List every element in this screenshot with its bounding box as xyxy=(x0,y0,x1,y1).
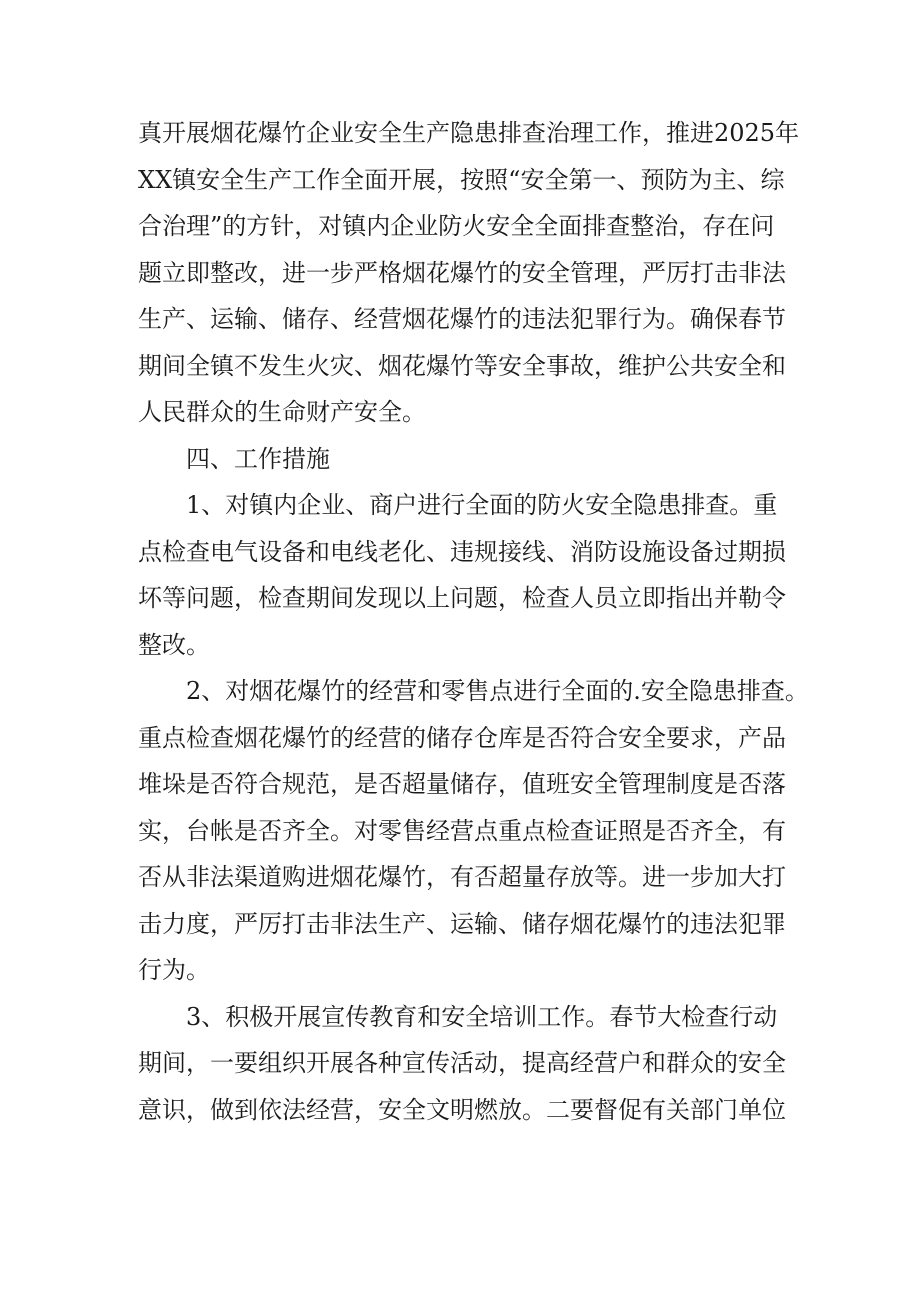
paragraph-line: 坏等问题，检查期间发现以上问题，检查人员立即指出并勒令 xyxy=(138,584,786,612)
paragraph-line: 合治理”的方针，对镇内企业防火安全全面排查整治，存在问 xyxy=(138,212,775,240)
section-heading: 四、工作措施 xyxy=(186,444,330,473)
paragraph-line: 1、对镇内企业、商户进行全面的防火安全隐患排查。重 xyxy=(186,491,778,519)
paragraph-line: 意识，做到依法经营，安全文明燃放。二要督促有关部门单位 xyxy=(138,1095,786,1124)
paragraph-line: 生产、运输、储存、经营烟花爆竹的违法犯罪行为。确保春节 xyxy=(138,305,786,333)
paragraph-line: 3、积极开展宣传教育和安全培训工作。春节大检查行动 xyxy=(186,1002,778,1031)
paragraph-measure-3 xyxy=(138,994,798,1134)
paragraph-line: 重点检查烟花爆竹的经营的储存仓库是否符合安全要求，产品 xyxy=(138,723,786,752)
paragraph-intro xyxy=(138,110,798,436)
paragraph-line: 行为。 xyxy=(138,956,210,984)
paragraph-line: 否从非法渠道购进烟花爆竹，有否超量存放等。进一步加大打 xyxy=(138,863,786,891)
section-heading-work-measures xyxy=(138,436,798,483)
paragraph-line: 真开展烟花爆竹企业安全生产隐患排查治理工作，推进2025年 xyxy=(138,119,800,147)
paragraph-line: 期间全镇不发生火灾、烟花爆竹等安全事故，维护公共安全和 xyxy=(138,351,786,380)
paragraph-measure-2 xyxy=(138,668,809,994)
paragraph-line: 实，台帐是否齐全。对零售经营点重点检查证照是否齐全，有 xyxy=(138,816,786,845)
paragraph-line: 整改。 xyxy=(138,630,210,659)
document-body xyxy=(138,110,809,1133)
paragraph-line: 人民群众的生命财产安全。 xyxy=(138,398,426,426)
paragraph-line: 点检查电气设备和电线老化、违规接线、消防设施设备过期损 xyxy=(138,537,786,566)
paragraph-measure-1 xyxy=(138,482,798,668)
paragraph-line: 期间，一要组织开展各种宣传活动，提高经营户和群众的安全 xyxy=(138,1049,786,1077)
paragraph-line: 击力度，严厉打击非法生产、运输、储存烟花爆竹的违法犯罪 xyxy=(138,909,786,938)
paragraph-line: 堆垛是否符合规范，是否超量储存，值班安全管理制度是否落 xyxy=(138,770,786,798)
paragraph-line: 2、对烟花爆竹的经营和零售点进行全面的.安全隐患排查。 xyxy=(186,677,809,705)
paragraph-line: 题立即整改，进一步严格烟花爆竹的安全管理，严厉打击非法 xyxy=(138,258,786,287)
paragraph-line: XX镇安全生产工作全面开展，按照“安全第一、预防为主、综 xyxy=(138,165,785,194)
